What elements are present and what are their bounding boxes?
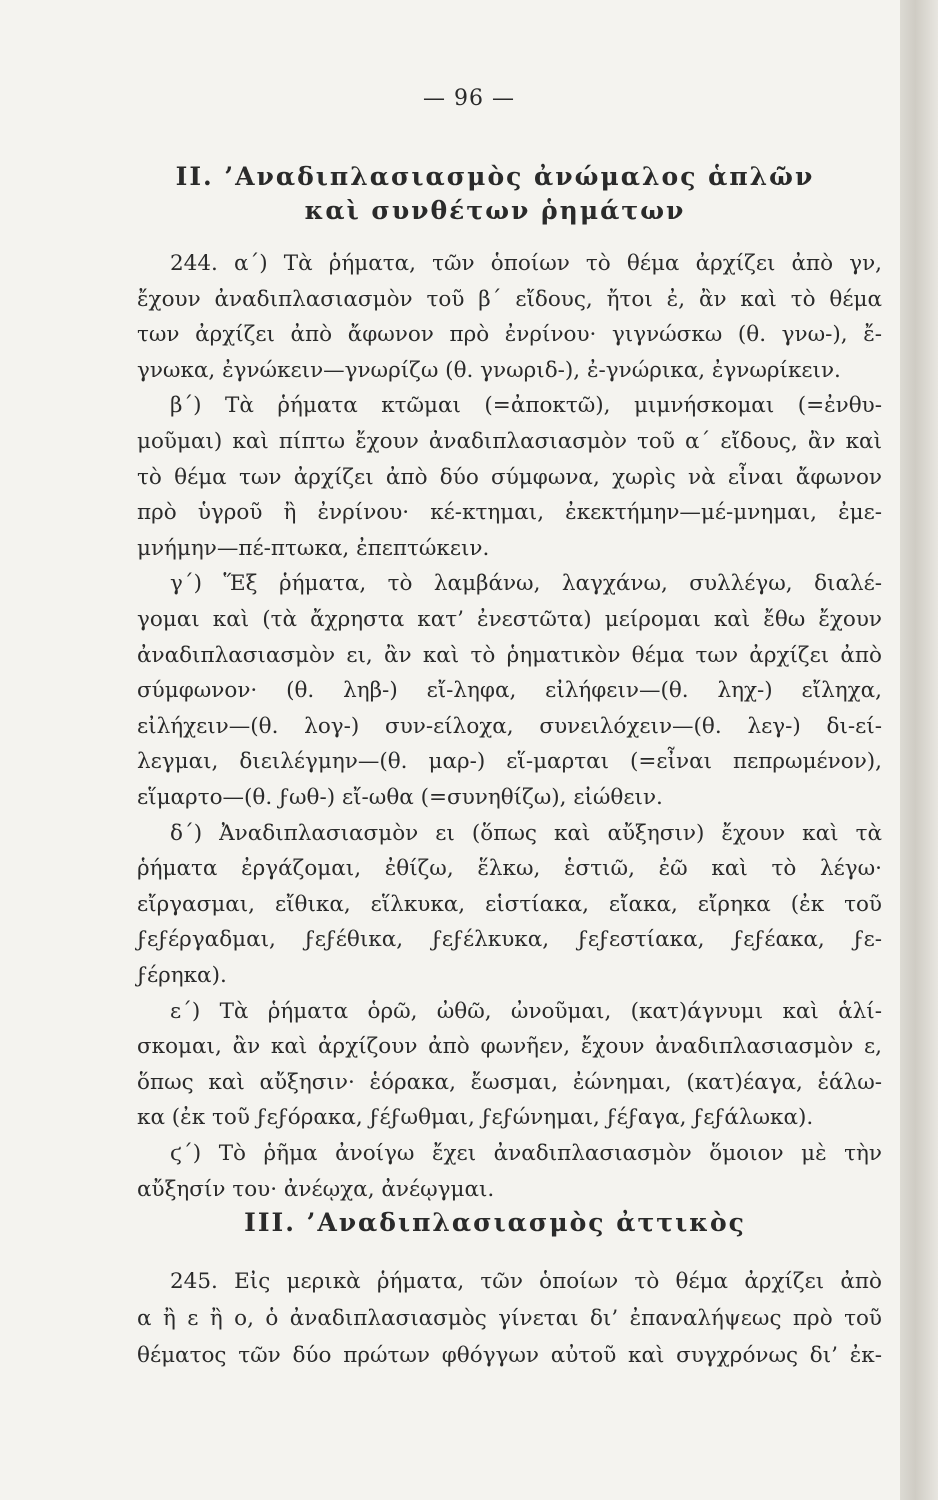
text-line: 245. Εἰς μερικὰ ῥήματα, τῶν ὁποίων τὸ θέμα ἀρχίζει ἀπὸ xyxy=(170,1269,882,1294)
section-heading-II-line2: καὶ συνθέτων ῥημάτων xyxy=(304,196,686,225)
text-line: α ἢ ε ἢ ο, ὁ ἀναδιπλασιασμὸς γίνεται δι’ ἐπαναλήψεως πρὸ τοῦ xyxy=(137,1306,882,1331)
text-line: ε΄) Τὰ ῥήματα ὁρῶ, ὠθῶ, ὠνοῦμαι, (κατ)άγνυμι καὶ ἁλί- xyxy=(170,998,882,1024)
text-line: ϝέρηκα). xyxy=(137,963,227,988)
section-heading-III: III. ’Αναδιπλασιασμὸς ἀττικὸς xyxy=(244,1208,746,1237)
text-line: 244. α΄) Τὰ ῥήματα, τῶν ὁποίων τὸ θέμα ἀρχίζει ἀπὸ γν, xyxy=(170,251,882,276)
text-line: εἵμαρτο—(θ. ϝωθ-) εἴ-ωθα (=συνηθίζω), εἰώθειν. xyxy=(137,785,663,810)
text-line: εἴργασμαι, εἴθικα, εἵλκυκα, εἱστίακα, εἴακα, εἴρηκα (ἐκ τοῦ xyxy=(137,891,882,917)
text-line: β΄) Τὰ ῥήματα κτῶμαι (=ἀποκτῶ), μιμνήσκομαι (=ἐνθυ- xyxy=(170,393,882,419)
text-line: των ἀρχίζει ἀπὸ ἄφωνον πρὸ ἐνρίνου· γιγνώσκω (θ. γνω-), ἔ- xyxy=(137,322,882,348)
text-line: ἔχουν ἀναδιπλασιασμὸν τοῦ β΄ εἴδους, ἤτοι ἐ, ἂν καὶ τὸ θέμα xyxy=(137,286,882,312)
text-line: σκομαι, ἂν καὶ ἀρχίζουν ἀπὸ φωνῆεν, ἔχουν ἀναδιπλασιασμὸν ε, xyxy=(137,1034,882,1060)
text-line: μοῦμαι) καὶ πίπτω ἔχουν ἀναδιπλασιασμὸν τοῦ α΄ εἴδους, ἂν καὶ xyxy=(137,429,882,454)
text-line: ῥήματα ἐργάζομαι, ἐθίζω, ἕλκω, ἑστιῶ, ἐῶ καὶ τὸ λέγω· xyxy=(137,856,882,882)
text-line: δ΄) Ἀναδιπλασιασμὸν ει (ὅπως καὶ αὔξησιν) ἔχουν καὶ τὰ xyxy=(170,820,882,846)
text-line: τὸ θέμα των ἀρχίζει ἀπὸ δύο σύμφωνα, χωρὶς νὰ εἶναι ἄφωνον xyxy=(137,464,882,490)
text-line: θέματος τῶν δύο πρώτων φθόγγων αὐτοῦ καὶ συγχρόνως δι’ ἐκ- xyxy=(137,1343,882,1368)
text-line: εἰλήχειν—(θ. λογ-) συν-είλοχα, συνειλόχειν—(θ. λεγ-) δι-εί- xyxy=(137,713,882,739)
page-edge xyxy=(900,0,938,1500)
text-line: γ΄) Ἕξ ῥήματα, τὸ λαμβάνω, λαγχάνω, συλλέγω, διαλέ- xyxy=(170,571,882,597)
section-heading-II-line1: II. ’Αναδιπλασιασμὸς ἀνώμαλος ἁπλῶν xyxy=(175,162,815,191)
text-line: λεγμαι, διειλέγμην—(θ. μαρ-) εἵ-μαρται (=εἶναι πεπρωμένον), xyxy=(137,749,882,775)
text-line: ὅπως καὶ αὔξησιν· ἑόρακα, ἔωσμαι, ἐώνημαι, (κατ)έαγα, ἑάλω- xyxy=(137,1069,882,1095)
text-line: ϛ΄) Τὸ ῥῆμα ἀνοίγω ἔχει ἀναδιπλασιασμὸν ὅμοιον μὲ τὴν xyxy=(170,1141,882,1166)
text-line: σύμφωνον· (θ. ληβ-) εἴ-ληφα, εἰλήφειν—(θ. ληχ-) εἴληχα, xyxy=(137,678,882,704)
page-number: — 96 — xyxy=(423,86,515,111)
text-line: γομαι καὶ (τὰ ἄχρηστα κατ’ ἐνεστῶτα) μείρομαι καὶ ἔθω ἔχουν xyxy=(137,607,882,632)
text-line: μνήμην—πέ-πτωκα, ἐπεπτώκειν. xyxy=(137,535,490,561)
text-line: αὔξησίν του· ἀνέῳχα, ἀνέῳγμαι. xyxy=(137,1176,495,1202)
text-line: ϝεϝέργαδμαι, ϝεϝέθικα, ϝεϝέλκυκα, ϝεϝεστίακα, ϝεϝέακα, ϝε- xyxy=(137,927,882,953)
section-heading-II xyxy=(110,160,880,228)
text-line: πρὸ ὑγροῦ ἢ ἐνρίνου· κέ-κτημαι, ἐκεκτήμην—μέ-μνημαι, ἐμε- xyxy=(137,500,882,526)
text-line: γνωκα, ἐγνώκειν—γνωρίζω (θ. γνωριδ-), ἐ-γνώρικα, ἐγνωρίκειν. xyxy=(137,357,841,383)
text-line: ἀναδιπλασιασμὸν ει, ἂν καὶ τὸ ῥηματικὸν θέμα των ἀρχίζει ἀπὸ xyxy=(137,642,882,668)
text-line: κα (ἐκ τοῦ ϝεϝόρακα, ϝέϝωθμαι, ϝεϝώνημαι, ϝέϝαγα, ϝεϝάλωκα). xyxy=(137,1105,814,1131)
